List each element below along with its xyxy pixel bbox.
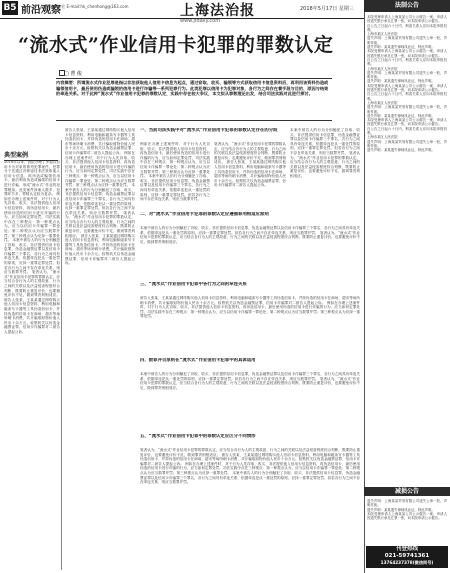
band-3-text: 被告人张某、王某某通过网络购买他人信用卡信息资料，利用电脑和磁条写卡器等工具伪造信用卡，并持伪造的信用卡在商场、超市等场所刷卡消费，共计骗取财物价值人民币十余万元。检察机关以伪造金融票证罪、信用卡诈骗罪对二被告人提起公诉。 bbox=[140, 296, 360, 305]
column-3a-text: 笔者认为，“流水式”作业信用卡犯罪的罪数认定，应当结合各行为人的主观故意、行为之间的关联以及法益侵害程度综合判断，既要防止重复评价，也要避免评价不足，做到罪责刑相适应。 bbox=[214, 142, 286, 165]
notice-1: 本院受理申请人上海某某公司公示催告一案，申请人因遗失银行承兑汇票一张，向本院申请公示催告。 bbox=[367, 15, 447, 24]
band-4-text-b: 笔者认为，“流水式”作业信用卡犯罪的罪数认定，应当结合各行为人的主观故意、行为之间的关联以及法益侵害程度综合判断，既要防止重复评价，也要避免评价不足，做到罪责刑相适应。 bbox=[140, 376, 360, 390]
band-2-text-b: 笔者认为，“流水式”作业信用卡犯罪的罪数认定，应当结合各行为人的主观故意、行为之间的关联以及法益侵害程度综合判断，既要防止重复评价，也要避免评价不足，做到罪责刑相适应。 bbox=[140, 230, 360, 244]
notice-17: 自公告之日起六十日内，利害关系人应向本院申报权利。 bbox=[367, 126, 447, 136]
rail-bottom-notices bbox=[367, 499, 447, 543]
band-5-text-d: 本案中被告人的行为分别触犯了窃取、收买、非法提供信用卡信息罪，伪造金融票证罪以及信用卡诈骗罪三个罪名，各行为之间具有牵连关系，依据牵连犯从一重处罚的原则，应择一重罪定罪处罚。但若各行为之间不存在牵连关系，则应当数罪并罚。 bbox=[140, 470, 360, 485]
band-2-text: 本案中被告人的行为分别触犯了窃取、收买、非法提供信用卡信息罪，伪造金融票证罪以及信用卡诈骗罪三个罪名，各行为之间具有牵连关系，依据牵连犯从一重处罚的原则，应择一重罪定罪处罚。但若各行为之间不存在牵连关系，则应当数罪并罚。 bbox=[140, 226, 360, 235]
notice-9: 遗失声明：上海某某贸易有限公司遗失公章一枚，声明作废。 bbox=[367, 70, 447, 80]
subhead-1: 一、当前司法实践中对“流水式”作业信用卡犯罪的罪数认定存在的分歧 bbox=[140, 128, 278, 133]
sidebar-body bbox=[4, 160, 60, 565]
subhead-2: 二、对“流水式”作业信用卡犯罪的罪数认定应遵循罪刑相适应原则 bbox=[140, 212, 269, 217]
sidebar-text-cont2: 本案中被告人的行为分别触犯了窃取、收买、非法提供信用卡信息罪，伪造金融票证罪以及信用卡诈骗罪三个罪名，各行为之间具有牵连关系，依据牵连犯从一重处罚的原则，应择一重罪定罪处罚。但若各行为之间不存在牵连关系，则应当数罪并罚。 bbox=[4, 238, 60, 275]
sidebar-heading: 典型案例 bbox=[4, 150, 58, 161]
sidebar-text: 2018年以来，我院办理了多起以信用卡为对象的系列犯罪案件。犯罪分子先通过各种途径非法获取他人信用卡信息，再伪造或骗领信用卡，最后利用伪造或骗领的信用卡进行诈骗，形成“流水式”作业的犯罪链条。此类案件涉案人数多、犯罪环节多，罪数认定较为复杂。 bbox=[4, 160, 60, 197]
lead-bottom-rule bbox=[56, 120, 332, 121]
band-5-text: 笔者认为，“流水式”作业信用卡犯罪的罪数认定，应当结合各行为人的主观故意、行为之间的关联以及法益侵害程度综合判断，既要防止重复评价，也要避免评价不足，做到罪责刑相适应。 bbox=[140, 448, 360, 457]
notice-11: 本院受理申请人上海某某公司公示催告一案，申请人因遗失银行承兑汇票一张，向本院申请公示催告。 bbox=[367, 83, 447, 93]
notice-8: 上海市某区人民法院 bbox=[367, 66, 398, 71]
bottom-notice-1: 遗失声明：上海某某贸易有限公司遗失公章一枚，声明作废。 bbox=[367, 499, 447, 508]
column-band-5 bbox=[140, 448, 360, 568]
page-number-badge: B5 bbox=[3, 3, 17, 13]
site-url[interactable]: www.jfdaily.com bbox=[180, 18, 221, 24]
column-divider bbox=[61, 140, 62, 570]
column-1 bbox=[65, 128, 135, 568]
column-band-3 bbox=[140, 296, 360, 356]
notice-16: 本院受理申请人上海某某公司公示催告一案，申请人因遗失银行承兑汇票一张，向本院申请公示催告。 bbox=[367, 118, 447, 127]
column-2a-text-b: 本案中被告人的行为分别触犯了窃取、收买、非法提供信用卡信息罪，伪造金融票证罪以及信用卡诈骗罪三个罪名，各行为之间具有牵连关系，依据牵连犯从一重处罚的原则，应择一重罪定罪处罚。但若各行为之间不存在牵连关系，则应当数罪并罚。 bbox=[140, 174, 210, 202]
notice-14: 遗失声明：上海某某贸易有限公司遗失公章一枚，声明作废。 bbox=[367, 105, 447, 114]
rail-top-heading: 法制公告 bbox=[364, 0, 450, 12]
column-band-2 bbox=[140, 226, 360, 280]
band-4-text: 本案中被告人的行为分别触犯了窃取、收买、非法提供信用卡信息罪，伪造金融票证罪以及信用卡诈骗罪三个罪名，各行为之间具有牵连关系，依据牵连犯从一重处罚的原则，应择一重罪定罪处罚。但若各行为之间不存在牵连关系，则应当数罪并罚。 bbox=[140, 372, 360, 381]
article-headline: “流水式”作业信用卡犯罪的罪数认定 bbox=[18, 34, 334, 56]
ad-hotline-box bbox=[366, 546, 448, 568]
band-5-text-c: 例如在办理上述案件时，对于行为人先窃取、收买、非法提供他人信用卡信息资料，再伪造信用卡，最后使用伪造的信用卡进行诈骗的行为，应当如何定罪处罚，司法实践中存在三种观点：第一种观点认为，应当以信用卡诈骗罪一罪论处；第二种观点认为应当数罪并罚；第三种观点认为应择一重罪处罚。 bbox=[140, 461, 360, 475]
subhead-5: 五、“流水式”作业信用卡犯罪中的罪数认定应区分不同情形 bbox=[140, 434, 256, 439]
notice-5: 遗失声明：某某遗失律师执业证，特此声明。 bbox=[367, 45, 435, 50]
column-1-text-d: 笔者认为，“流水式”作业信用卡犯罪的罪数认定，应当结合各行为人的主观故意、行为之间的关联以及法益侵害程度综合判断，既要防止重复评价，也要避免评价不足，做到罪责刑相适应。 bbox=[65, 210, 135, 238]
issue-date: 2018年5月17日 星期三 bbox=[300, 6, 354, 12]
section-label: 前沿观察 bbox=[21, 5, 61, 16]
notice-10: 遗失声明：某某遗失律师执业证，特此声明。 bbox=[367, 79, 435, 84]
bottom-notice-2: 遗失声明：某某遗失律师执业证，特此声明。 bbox=[367, 507, 435, 512]
notice-18: 上海市某区人民法院 bbox=[367, 135, 398, 140]
notice-7: 自公告之日起六十日内，利害关系人应向本院申报权利。 bbox=[367, 57, 447, 67]
notice-2: 自公告之日起六十日内，利害关系人应向本院申报权利。 bbox=[367, 23, 447, 32]
rail-bottom-heading: 减损公告 bbox=[364, 487, 450, 496]
notice-20: 遗失声明：某某遗失律师执业证，特此声明。 bbox=[367, 148, 435, 153]
subhead-3: 三、“流水式”作业信用卡犯罪中各行为之间的牵连关系 bbox=[140, 282, 247, 287]
notice-19: 遗失声明：上海某某贸易有限公司遗失公章一枚，声明作废。 bbox=[367, 139, 447, 148]
column-3a-text-b: 被告人张某、王某某通过网络购买他人信用卡信息资料，利用电脑和磁条写卡器等工具伪造信用卡，并持伪造的信用卡在商场、超市等场所刷卡消费，共计骗取财物价值人民币十余万元。检察机关以伪造金融票证罪、信用卡诈骗罪对二被告人提起公诉。 bbox=[214, 160, 286, 188]
newspaper-masthead: 上海法治报 bbox=[180, 3, 255, 19]
notice-3: 上海市某区人民法院 bbox=[367, 32, 398, 37]
band-3-text-b: 例如在办理上述案件时，对于行为人先窃取、收买、非法提供他人信用卡信息资料，再伪造信用卡，最后使用伪造的信用卡进行诈骗的行为，应当如何定罪处罚，司法实践中存在三种观点：第一种观点认为，应当以信用卡诈骗罪一罪论处；第二种观点认为应当数罪并罚；第三种观点认为应择一重罪处罚。 bbox=[140, 300, 360, 319]
sidebar-text-cont: 例如在办理上述案件时，对于行为人先窃取、收买、非法提供他人信用卡信息资料，再伪造信用卡，最后使用伪造的信用卡进行诈骗的行为，应当如何定罪处罚，司法实践中存在三种观点：第一种观点认为，应当以信用卡诈骗罪一罪论处；第二种观点认为应当数罪并罚；第三种观点认为应择一重罪处罚。 bbox=[4, 192, 60, 243]
notice-15: 遗失声明：某某遗失律师执业证，特此声明。 bbox=[367, 113, 435, 118]
lead-top-rule bbox=[56, 78, 332, 79]
column-4a-text-b: 笔者认为，“流水式”作业信用卡犯罪的罪数认定，应当结合各行为人的主观故意、行为之间的关联以及法益侵害程度综合判断，既要防止重复评价，也要避免评价不足，做到罪责刑相适应。 bbox=[290, 150, 360, 178]
notice-13: 上海市某区人民法院 bbox=[367, 100, 398, 105]
band-5-text-b: 被告人张某、王某某通过网络购买他人信用卡信息资料，利用电脑和磁条写卡器等工具伪造信用卡，并持伪造的信用卡在商场、超市等场所刷卡消费，共计骗取财物价值人民币十余万元。检察机关以伪造金融票证罪、信用卡诈骗罪对二被告人提起公诉。 bbox=[140, 452, 360, 466]
column-4a bbox=[290, 128, 360, 210]
notice-12: 自公告之日起六十日内，利害关系人应向本院申报权利。 bbox=[367, 92, 447, 101]
notice-6: 本院受理申请人上海某某公司公示催告一案，申请人因遗失银行承兑汇票一张，向本院申请公示催告。 bbox=[367, 49, 447, 58]
ad-line-3: 13764237378(微信同号) bbox=[380, 560, 434, 565]
editor-line: 责任编辑 陈宏 E-mail:hk_chenhong@163.com bbox=[40, 4, 129, 9]
rail-notices bbox=[367, 15, 447, 485]
sidebar-text-cont4: 被告人张某、王某某通过网络购买他人信用卡信息资料，利用电脑和磁条写卡器等工具伪造信用卡，并持伪造的信用卡在商场、超市等场所刷卡消费，共计骗取财物价值人民币十余万元。检察机关以伪造金融票证罪、信用卡诈骗罪对二被告人提起公诉。 bbox=[4, 297, 60, 334]
column-1-text-e: 被告人张某、王某某通过网络购买他人信用卡信息资料，利用电脑和磁条写卡器等工具伪造信用卡，并持伪造的信用卡在商场、超市等场所刷卡消费，共计骗取财物价值人民币十余万元。检察机关以伪造金融票证罪、信用卡诈骗罪对二被告人提起公诉。 bbox=[65, 233, 135, 266]
bottom-notice-3: 本院受理申请人上海某某公司公示催告一案，申请人因遗失银行承兑汇票一张，向本院申请公示催告。 bbox=[367, 511, 447, 521]
column-band-4 bbox=[140, 372, 360, 432]
column-2a-text: 例如在办理上述案件时，对于行为人先窃取、收买、非法提供他人信用卡信息资料，再伪造信用卡，最后使用伪造的信用卡进行诈骗的行为，应当如何定罪处罚，司法实践中存在三种观点：第一种观点认为，应当以信用卡诈骗罪一罪论处；第二种观点认为应当数罪并罚；第三种观点认为应择一重罪处罚。 bbox=[140, 142, 210, 179]
notice-4: 遗失声明：上海某某贸易有限公司遗失公章一枚，声明作废。 bbox=[367, 36, 447, 45]
subhead-4: 四、数罪并罚原则在“流水式”作业信用卡犯罪中的具体适用 bbox=[140, 358, 256, 363]
column-4a-text: 本案中被告人的行为分别触犯了窃取、收买、非法提供信用卡信息罪，伪造金融票证罪以及信用卡诈骗罪三个罪名，各行为之间具有牵连关系，依据牵连犯从一重处罚的原则，应择一重罪定罪处罚。但若各行为之间不存在牵连关系，则应当数罪并罚。 bbox=[290, 128, 360, 155]
ad-line-1: 刊登热线 bbox=[395, 546, 418, 552]
sidebar-text-cont3: 笔者认为，“流水式”作业信用卡犯罪的罪数认定，应当结合各行为人的主观故意、行为之间的关联以及法益侵害程度综合判断，既要防止重复评价，也要避免评价不足，做到罪责刑相适应。 bbox=[4, 270, 60, 298]
ad-line-2: 021-59741361 bbox=[384, 553, 430, 559]
article-byline: □ 曹 俊 bbox=[64, 71, 82, 77]
column-1-text-b: 例如在办理上述案件时，对于行为人先窃取、收买、非法提供他人信用卡信息资料，再伪造信用卡，最后使用伪造的信用卡进行诈骗的行为，应当如何定罪处罚，司法实践中存在三种观点：第一种观点认为，应当以信用卡诈骗罪一罪论处；第二种观点认为应当数罪并罚；第三种观点认为应择一重罪处罚。 bbox=[65, 150, 135, 188]
column-1-text: 被告人张某、王某某通过网络购买他人信用卡信息资料，利用电脑和磁条写卡器等工具伪造信用卡，并持伪造的信用卡在商场、超市等场所刷卡消费，共计骗取财物价值人民币十余万元。检察机关以伪造金融票证罪、信用卡诈骗罪对二被告人提起公诉。 bbox=[65, 128, 135, 155]
column-1-text-c: 本案中被告人的行为分别触犯了窃取、收买、非法提供信用卡信息罪，伪造金融票证罪以及信用卡诈骗罪三个罪名，各行为之间具有牵连关系，依据牵连犯从一重处罚的原则，应择一重罪定罪处罚。但若各行为之间不存在牵连关系，则应当数罪并罚。 bbox=[65, 183, 135, 215]
article-lead: 内容摘要：所谓流水式作业犯罪是指以非法获取他人信用卡信息为起点，通过窃取、收买、骗领等方式获取信用卡信息资料后，再利用该资料伪造或骗领信用卡，最后使用伪造或骗领的信用卡进行诈骗等一系列犯罪行为。此类犯罪以信用卡为犯罪对象，各行为之间存在着手段与目的、原因与结果的牵连关系。对于此种“流水式”作业信用卡犯罪的罪数认定，实践中存在较大争议，本文拟从罪数理论出发，结合司法实践对此进行探讨。 bbox=[56, 80, 329, 97]
